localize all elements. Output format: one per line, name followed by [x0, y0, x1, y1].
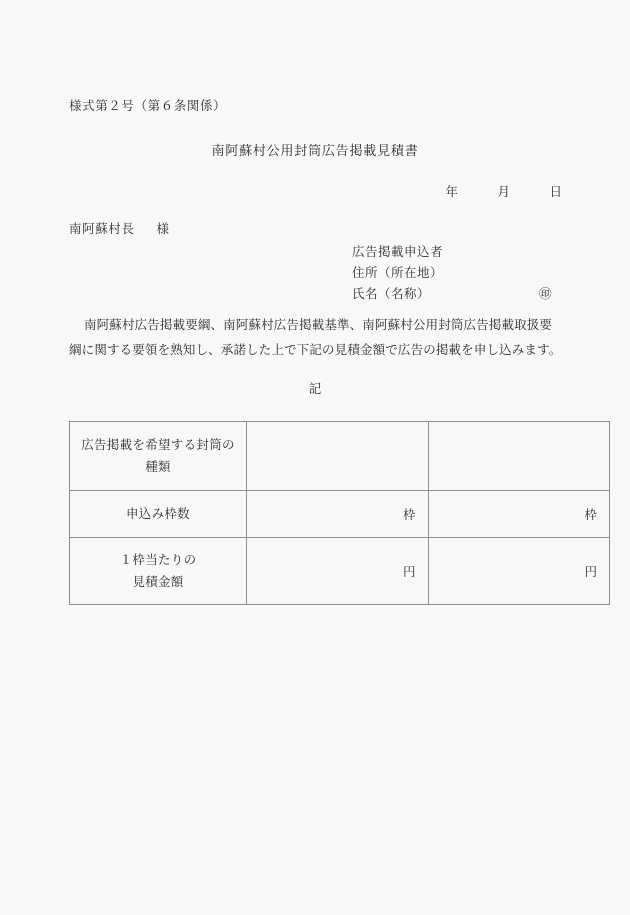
applicant-name-label: 氏名（名称） — [352, 287, 431, 301]
cell-unit-price-col1[interactable] — [247, 538, 429, 605]
unit-label: 円 — [402, 565, 416, 579]
addressee-honorific: 様 — [156, 222, 170, 236]
applicant-heading-row — [352, 242, 552, 263]
table-row — [70, 538, 610, 605]
row-label-unit-price — [70, 538, 247, 605]
date-month-label: 月 — [497, 185, 510, 199]
applicant-heading: 広告掲載申込者 — [352, 245, 444, 259]
date-year-label: 年 — [445, 185, 458, 199]
body-line-2: 関する要領を熟知し、承諾した上で下記の見積金額で広告の掲載を申し込みます。 — [94, 343, 562, 357]
ki-marker: 記 — [308, 382, 322, 396]
seal-icon: ㊞ — [538, 287, 552, 301]
date-line — [0, 182, 630, 200]
unit-label: 枠 — [584, 508, 597, 522]
row-label-line-2: 種類 — [145, 460, 171, 474]
row-label-line-1: 申込み枠数 — [125, 507, 190, 521]
table-row — [70, 422, 610, 491]
table-row — [70, 491, 610, 538]
estimate-table — [69, 421, 610, 605]
unit-label: 円 — [584, 565, 597, 579]
body-line-1: 南阿蘇村広告掲載要綱、南阿蘇村広告掲載基準、南阿蘇村公用封筒広告掲載取扱要綱に — [69, 318, 553, 357]
applicant-address-row — [352, 263, 552, 284]
cell-envelope-type-col1[interactable] — [247, 422, 429, 491]
row-label-slot-count — [70, 491, 247, 538]
applicant-name-row — [352, 284, 552, 305]
cell-unit-price-col2[interactable] — [428, 538, 610, 605]
applicant-address-label: 住所（所在地） — [352, 266, 444, 280]
body-paragraph — [69, 313, 563, 363]
addressee-line — [69, 219, 170, 237]
applicant-block — [352, 242, 552, 305]
document-title: 南阿蘇村公用封筒広告掲載見積書 — [211, 143, 419, 158]
row-label-line-1: １枠当たりの — [119, 553, 197, 567]
cell-slot-count-col1[interactable] — [247, 491, 429, 538]
addressee-name: 南阿蘇村長 — [69, 222, 135, 236]
row-label-envelope-type — [70, 422, 247, 491]
unit-label: 枠 — [402, 508, 416, 522]
form-number: 様式第２号（第６条関係） — [69, 99, 227, 113]
row-label-line-1: 広告掲載を希望する封筒の — [81, 438, 235, 452]
cell-envelope-type-col2[interactable] — [428, 422, 610, 491]
row-label-line-2: 見積金額 — [132, 575, 184, 589]
cell-slot-count-col2[interactable] — [428, 491, 610, 538]
date-day-label: 日 — [549, 185, 562, 199]
